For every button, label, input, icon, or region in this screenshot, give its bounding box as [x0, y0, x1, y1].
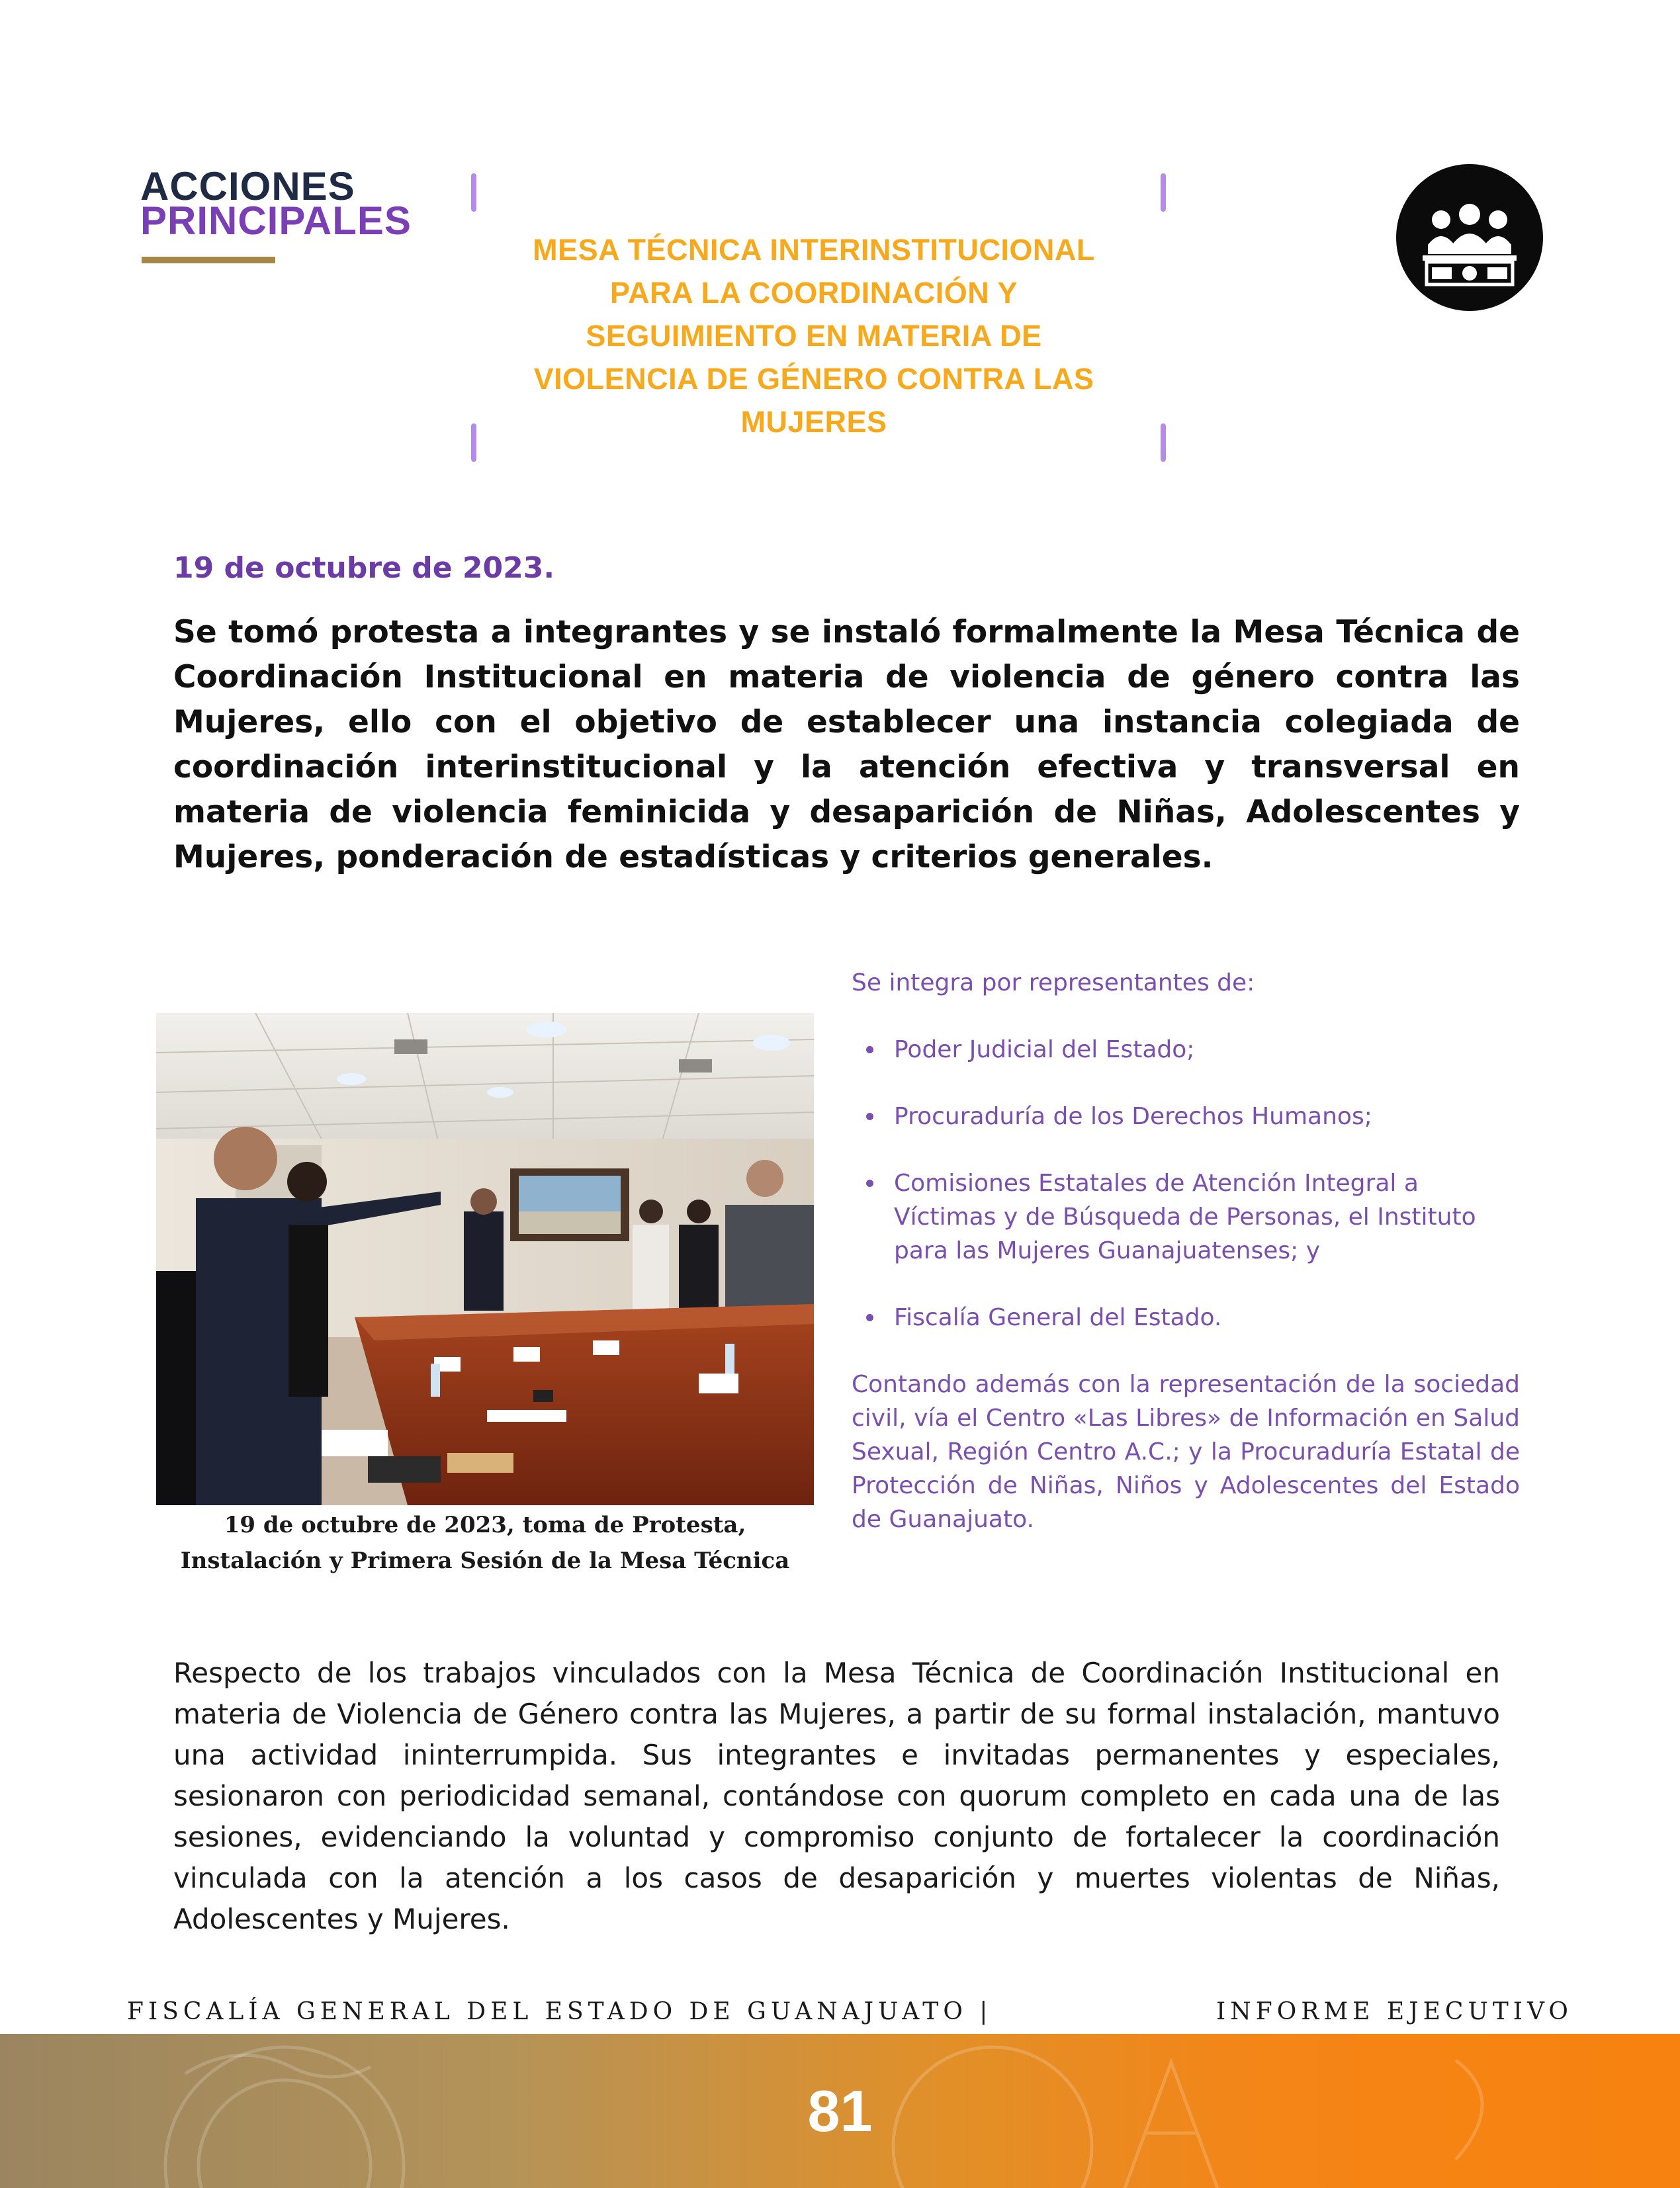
photo-caption-line: 19 de octubre de 2023, toma de Protesta,	[224, 1512, 746, 1538]
event-date: 19 de octubre de 2023.	[173, 551, 555, 585]
section-underline	[142, 257, 275, 263]
page-title-line: MESA TÉCNICA INTERINSTITUCIONAL	[533, 233, 1095, 267]
page-number: 81	[807, 2078, 873, 2144]
title-bracket-bottom-left	[471, 423, 476, 462]
members-list	[852, 1033, 1520, 1335]
title-bracket-top-right	[1161, 173, 1166, 212]
section-label-acciones: ACCIONES	[140, 164, 355, 208]
meeting-photo	[156, 1013, 814, 1505]
closing-paragraph: Respecto de los trabajos vinculados con la Mesa Técnica de Coordinación Institucional en materia de Violencia de Género contra las Mujeres, a partir de su formal instalación, mantuvo una actividad ininterrumpida. Sus integrantes e invitadas permanentes y especiales, sesionaron con periodicidad semanal, contándose con quorum completo en cada una de las sesiones, evidenciando la voluntad y compromiso conjunto de fortalecer la coordinación vinculada con la atención a los casos de desaparición y muertes violentas de Niñas, Adolescentes y Mujeres.	[173, 1657, 1500, 1935]
officials-at-desk-icon	[1396, 164, 1543, 311]
page-title-line: PARA LA COORDINACIÓN Y	[609, 276, 1018, 310]
page-title-line: SEGUIMIENTO EN MATERIA DE	[586, 319, 1042, 353]
intro-paragraph: Se tomó protesta a integrantes y se instaló formalmente la Mesa Técnica de Coordinación Institucional en materia de violencia de género contra las Mujeres, ello con el objetivo de establecer una instancia colegiada de coordinación interinstitucional y la atención efectiva y transversal en materia de violencia feminicida y desaparición de Niñas, Adolescentes y Mujeres, ponderación de estadísticas y criterios generales.	[173, 614, 1520, 875]
section-label-principales: PRINCIPALES	[140, 198, 412, 243]
photo-caption	[156, 1507, 814, 1579]
list-item: Procuraduría de los Derechos Humanos;	[852, 1100, 1520, 1133]
page-title-line: MUJERES	[740, 405, 887, 439]
footer-report-title: INFORME EJECUTIVO	[1216, 1998, 1573, 2025]
title-bracket-bottom-right	[1161, 423, 1166, 462]
list-item: Comisiones Estatales de Atención Integral a Víctimas y de Búsqueda de Personas, el Instituto para las Mujeres Guanajuatenses; y	[852, 1166, 1520, 1268]
members-intro: Se integra por representantes de:	[852, 969, 1255, 996]
list-item: Poder Judicial del Estado;	[852, 1033, 1520, 1067]
photo-caption-line: Instalación y Primera Sesión de la Mesa Técnica	[180, 1548, 790, 1574]
list-item: Fiscalía General del Estado.	[852, 1301, 1520, 1335]
footer-institution: FISCALÍA GENERAL DEL ESTADO DE GUANAJUATO |	[127, 1998, 993, 2025]
page-title	[490, 228, 1138, 443]
members-section	[852, 966, 1520, 1536]
title-bracket-top-left	[471, 173, 476, 212]
members-extra-paragraph: Contando además con la representación de la sociedad civil, vía el Centro «Las Libres» de Información en Salud Sexual, Región Centro A.C.; y la Procuraduría Estatal de Protección de Niñas, Niños y Adolescentes del Estado de Guanajuato.	[852, 1371, 1520, 1533]
page-title-line: VIOLENCIA DE GÉNERO CONTRA LAS	[533, 362, 1094, 396]
